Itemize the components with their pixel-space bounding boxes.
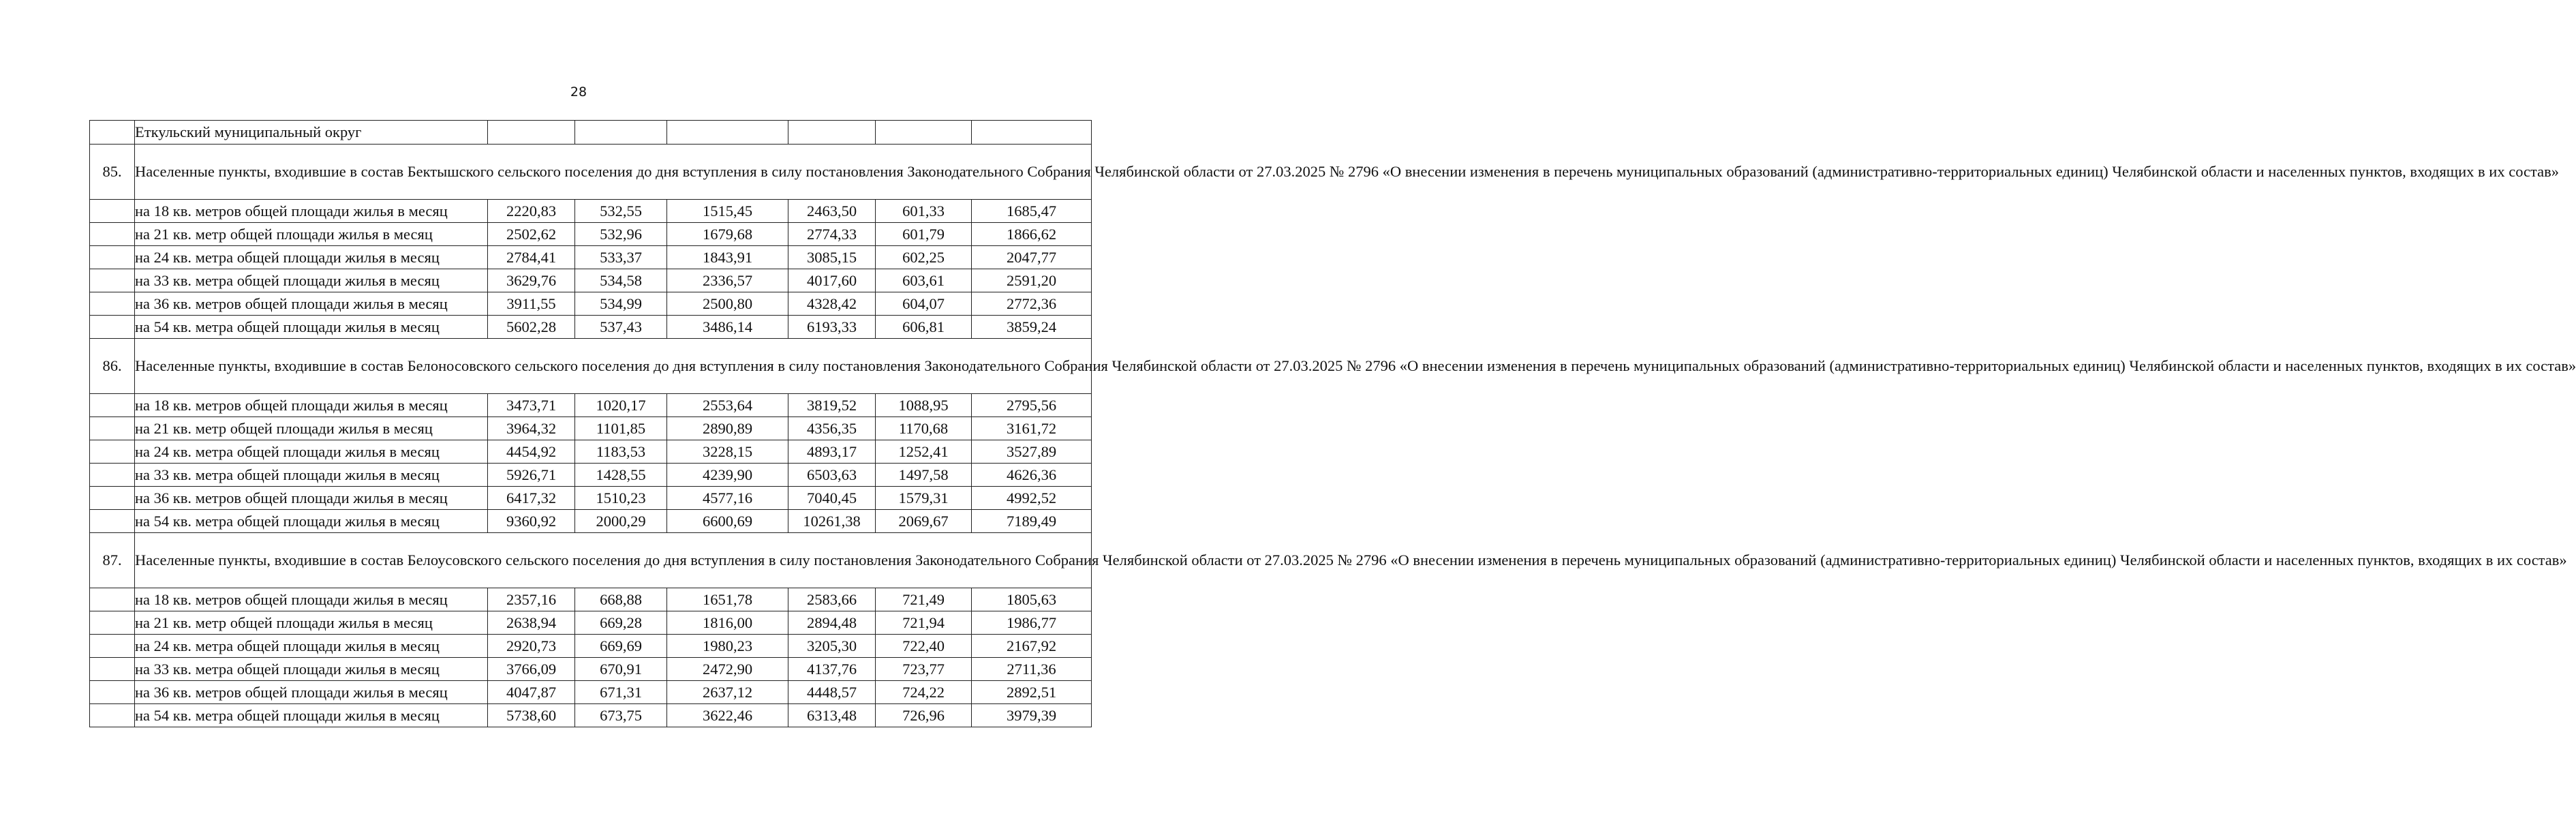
table-row: [90, 611, 1092, 635]
table-row: [90, 440, 1092, 464]
row-label: на 24 кв. метра общей площади жилья в месяц: [135, 440, 488, 464]
row-number-cell: [90, 704, 135, 727]
value-cell: 1101,85: [575, 417, 667, 440]
value-cell: 1843,91: [667, 246, 788, 269]
value-cell: 1020,17: [575, 394, 667, 417]
value-cell: 1428,55: [575, 464, 667, 487]
table-row: [90, 704, 1092, 727]
section-number: 85.: [90, 145, 135, 200]
value-cell: 2711,36: [972, 658, 1092, 681]
row-number-cell: [90, 417, 135, 440]
value-cell: 669,69: [575, 635, 667, 658]
row-number-cell: [90, 611, 135, 635]
value-cell: 2795,56: [972, 394, 1092, 417]
row-label: на 21 кв. метр общей площади жилья в месяц: [135, 223, 488, 246]
row-number-cell: [90, 487, 135, 510]
section-header-row: [90, 145, 1092, 200]
value-cell: 2591,20: [972, 269, 1092, 292]
value-cell: 2890,89: [667, 417, 788, 440]
district-number-cell: [90, 121, 135, 145]
value-cell: 1980,23: [667, 635, 788, 658]
row-label: на 33 кв. метра общей площади жилья в месяц: [135, 464, 488, 487]
value-cell: 721,94: [876, 611, 972, 635]
value-cell: 6313,48: [788, 704, 876, 727]
row-label: на 21 кв. метр общей площади жилья в месяц: [135, 417, 488, 440]
value-cell: 2583,66: [788, 588, 876, 611]
table-row: [90, 394, 1092, 417]
value-cell: 1515,45: [667, 200, 788, 223]
value-cell: 2920,73: [488, 635, 575, 658]
value-cell: 1685,47: [972, 200, 1092, 223]
row-label: на 33 кв. метра общей площади жилья в месяц: [135, 269, 488, 292]
row-label: на 36 кв. метров общей площади жилья в месяц: [135, 292, 488, 316]
value-cell: 1579,31: [876, 487, 972, 510]
value-cell: 532,55: [575, 200, 667, 223]
district-row: [90, 121, 1092, 145]
section-number: 87.: [90, 533, 135, 588]
district-empty-cell: [667, 121, 788, 145]
value-cell: 4577,16: [667, 487, 788, 510]
value-cell: 5738,60: [488, 704, 575, 727]
value-cell: 2502,62: [488, 223, 575, 246]
value-cell: 4356,35: [788, 417, 876, 440]
value-cell: 5602,28: [488, 316, 575, 339]
value-cell: 9360,92: [488, 510, 575, 533]
value-cell: 724,22: [876, 681, 972, 704]
value-cell: 4047,87: [488, 681, 575, 704]
value-cell: 3819,52: [788, 394, 876, 417]
value-cell: 4448,57: [788, 681, 876, 704]
district-empty-cell: [972, 121, 1092, 145]
value-cell: 603,61: [876, 269, 972, 292]
row-label: на 21 кв. метр общей площади жилья в месяц: [135, 611, 488, 635]
table-row: [90, 487, 1092, 510]
value-cell: 4992,52: [972, 487, 1092, 510]
row-number-cell: [90, 246, 135, 269]
row-number-cell: [90, 658, 135, 681]
value-cell: 6503,63: [788, 464, 876, 487]
value-cell: 534,58: [575, 269, 667, 292]
value-cell: 3979,39: [972, 704, 1092, 727]
row-number-cell: [90, 223, 135, 246]
value-cell: 1170,68: [876, 417, 972, 440]
value-cell: 1986,77: [972, 611, 1092, 635]
table-row: [90, 681, 1092, 704]
table-row: [90, 464, 1092, 487]
value-cell: 537,43: [575, 316, 667, 339]
value-cell: 1866,62: [972, 223, 1092, 246]
table-row: [90, 658, 1092, 681]
table-row: [90, 246, 1092, 269]
section-description: Населенные пункты, входившие в состав Бектышского сельского поселения до дня вступления в силу постановления Законодательного Собрания Челябинской области от 27.03.2025 № 2796 «О внесении изменения в перечень муниципальных образований (административно-территориальных единиц) Челябинской области и населенных пунктов, входящих в их состав»: [135, 145, 1092, 200]
table-row: [90, 510, 1092, 533]
value-cell: 4239,90: [667, 464, 788, 487]
section-number: 86.: [90, 339, 135, 394]
value-cell: 4017,60: [788, 269, 876, 292]
row-label: на 24 кв. метра общей площади жилья в месяц: [135, 635, 488, 658]
value-cell: 1497,58: [876, 464, 972, 487]
value-cell: 2637,12: [667, 681, 788, 704]
value-cell: 601,79: [876, 223, 972, 246]
value-cell: 668,88: [575, 588, 667, 611]
row-number-cell: [90, 269, 135, 292]
value-cell: 3859,24: [972, 316, 1092, 339]
table-row: [90, 292, 1092, 316]
value-cell: 2220,83: [488, 200, 575, 223]
value-cell: 533,37: [575, 246, 667, 269]
row-number-cell: [90, 394, 135, 417]
value-cell: 2357,16: [488, 588, 575, 611]
value-cell: 2472,90: [667, 658, 788, 681]
row-label: на 18 кв. метров общей площади жилья в месяц: [135, 588, 488, 611]
row-label: на 54 кв. метра общей площади жилья в месяц: [135, 510, 488, 533]
value-cell: 2892,51: [972, 681, 1092, 704]
value-cell: 2167,92: [972, 635, 1092, 658]
value-cell: 669,28: [575, 611, 667, 635]
value-cell: 604,07: [876, 292, 972, 316]
value-cell: 1183,53: [575, 440, 667, 464]
value-cell: 722,40: [876, 635, 972, 658]
value-cell: 4454,92: [488, 440, 575, 464]
value-cell: 1252,41: [876, 440, 972, 464]
value-cell: 721,49: [876, 588, 972, 611]
row-number-cell: [90, 316, 135, 339]
value-cell: 671,31: [575, 681, 667, 704]
row-label: на 54 кв. метра общей площади жилья в месяц: [135, 704, 488, 727]
value-cell: 534,99: [575, 292, 667, 316]
value-cell: 3911,55: [488, 292, 575, 316]
value-cell: 2894,48: [788, 611, 876, 635]
value-cell: 670,91: [575, 658, 667, 681]
value-cell: 1679,68: [667, 223, 788, 246]
value-cell: 1088,95: [876, 394, 972, 417]
value-cell: 3766,09: [488, 658, 575, 681]
value-cell: 5926,71: [488, 464, 575, 487]
value-cell: 6417,32: [488, 487, 575, 510]
section-description: Населенные пункты, входившие в состав Белоносовского сельского поселения до дня вступления в силу постановления Законодательного Собрания Челябинской области от 27.03.2025 № 2796 «О внесении изменения в перечень муниципальных образований (административно-территориальных единиц) Челябинской области и населенных пунктов, входящих в их состав»: [135, 339, 1092, 394]
value-cell: 4626,36: [972, 464, 1092, 487]
value-cell: 3205,30: [788, 635, 876, 658]
row-number-cell: [90, 292, 135, 316]
row-label: на 36 кв. метров общей площади жилья в месяц: [135, 487, 488, 510]
district-name: Еткульский муниципальный округ: [135, 121, 488, 145]
value-cell: 2336,57: [667, 269, 788, 292]
value-cell: 3473,71: [488, 394, 575, 417]
row-label: на 36 кв. метров общей площади жилья в месяц: [135, 681, 488, 704]
value-cell: 1805,63: [972, 588, 1092, 611]
value-cell: 6600,69: [667, 510, 788, 533]
value-cell: 3527,89: [972, 440, 1092, 464]
value-cell: 3486,14: [667, 316, 788, 339]
value-cell: 723,77: [876, 658, 972, 681]
value-cell: 3161,72: [972, 417, 1092, 440]
section-description: Населенные пункты, входившие в состав Белоусовского сельского поселения до дня вступления в силу постановления Законодательного Собрания Челябинской области от 27.03.2025 № 2796 «О внесении изменения в перечень муниципальных образований (административно-территориальных единиц) Челябинской области и населенных пунктов, входящих в их состав»: [135, 533, 1092, 588]
page-number: 28: [570, 85, 587, 100]
table-row: [90, 200, 1092, 223]
section-header-row: [90, 339, 1092, 394]
value-cell: 3228,15: [667, 440, 788, 464]
value-cell: 1651,78: [667, 588, 788, 611]
value-cell: 3629,76: [488, 269, 575, 292]
value-cell: 3085,15: [788, 246, 876, 269]
value-cell: 7189,49: [972, 510, 1092, 533]
value-cell: 2000,29: [575, 510, 667, 533]
row-number-cell: [90, 588, 135, 611]
value-cell: 3622,46: [667, 704, 788, 727]
district-empty-cell: [876, 121, 972, 145]
value-cell: 4137,76: [788, 658, 876, 681]
row-number-cell: [90, 510, 135, 533]
value-cell: 2774,33: [788, 223, 876, 246]
district-empty-cell: [488, 121, 575, 145]
table-row: [90, 588, 1092, 611]
value-cell: 2047,77: [972, 246, 1092, 269]
value-cell: 2772,36: [972, 292, 1092, 316]
value-cell: 532,96: [575, 223, 667, 246]
row-number-cell: [90, 681, 135, 704]
value-cell: 1510,23: [575, 487, 667, 510]
value-cell: 2784,41: [488, 246, 575, 269]
value-cell: 4328,42: [788, 292, 876, 316]
table-row: [90, 417, 1092, 440]
row-label: на 18 кв. метров общей площади жилья в месяц: [135, 200, 488, 223]
value-cell: 10261,38: [788, 510, 876, 533]
row-number-cell: [90, 440, 135, 464]
value-cell: 7040,45: [788, 487, 876, 510]
value-cell: 2463,50: [788, 200, 876, 223]
table-row: [90, 223, 1092, 246]
row-label: на 18 кв. метров общей площади жилья в месяц: [135, 394, 488, 417]
value-cell: 1816,00: [667, 611, 788, 635]
row-label: на 33 кв. метра общей площади жилья в месяц: [135, 658, 488, 681]
row-label: на 54 кв. метра общей площади жилья в месяц: [135, 316, 488, 339]
district-empty-cell: [788, 121, 876, 145]
row-number-cell: [90, 464, 135, 487]
value-cell: 606,81: [876, 316, 972, 339]
district-empty-cell: [575, 121, 667, 145]
value-cell: 2069,67: [876, 510, 972, 533]
value-cell: 726,96: [876, 704, 972, 727]
row-number-cell: [90, 200, 135, 223]
value-cell: 2553,64: [667, 394, 788, 417]
value-cell: 2638,94: [488, 611, 575, 635]
value-cell: 6193,33: [788, 316, 876, 339]
value-cell: 602,25: [876, 246, 972, 269]
section-header-row: [90, 533, 1092, 588]
value-cell: 673,75: [575, 704, 667, 727]
table-row: [90, 269, 1092, 292]
table-row: [90, 316, 1092, 339]
tariff-table: [89, 120, 2576, 727]
value-cell: 601,33: [876, 200, 972, 223]
table-row: [90, 635, 1092, 658]
value-cell: 2500,80: [667, 292, 788, 316]
value-cell: 3964,32: [488, 417, 575, 440]
tariff-table-body: [90, 121, 2576, 727]
row-label: на 24 кв. метра общей площади жилья в месяц: [135, 246, 488, 269]
row-number-cell: [90, 635, 135, 658]
value-cell: 4893,17: [788, 440, 876, 464]
